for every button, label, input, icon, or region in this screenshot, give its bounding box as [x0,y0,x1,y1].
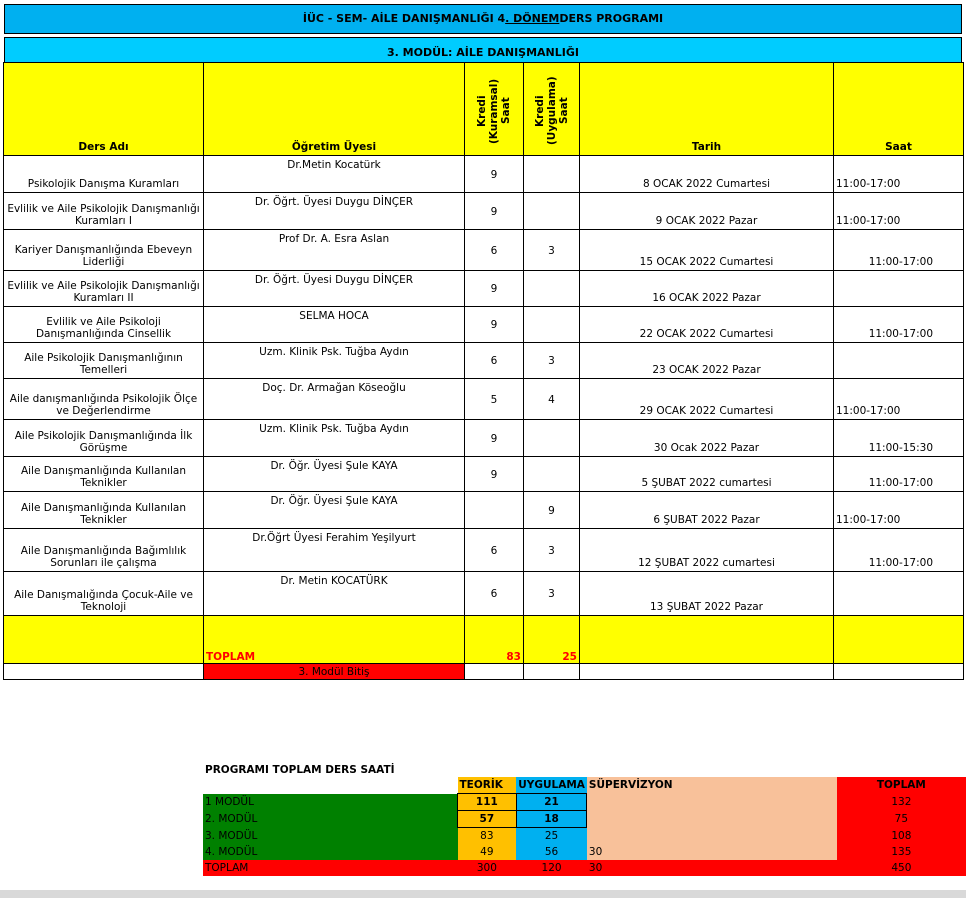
course-row [4,271,964,307]
course-row [4,193,964,230]
summary-row-label: 3. MODÜL [203,828,458,845]
time-cell: 11:00-17:00 [834,230,964,271]
course-name-cell: Aile Psikolojik Danışmanlığında İlk Görüşme [4,420,204,457]
credit-theory-cell: 6 [465,572,524,616]
date-cell: 8 OCAK 2022 Cumartesi [580,156,834,193]
course-row [4,379,964,420]
schedule-table [3,62,964,680]
credit-theory-cell: 9 [465,193,524,230]
summary-row-theory: 83 [458,828,517,845]
date-cell: 30 Ocak 2022 Pazar [580,420,834,457]
instructor-cell: Dr.Öğrt Üyesi Ferahim Yeşilyurt [204,529,465,572]
credit-practice-cell [524,271,580,307]
credit-practice-cell [524,307,580,343]
credit-practice-cell [524,420,580,457]
summary-row-supervision [587,794,837,811]
summary-row-theory: 111 [458,794,517,811]
course-name-cell: Aile Psikolojik Danışmanlığının Temelleri [4,343,204,379]
credit-theory-cell: 9 [465,457,524,492]
summary-header-supervision: SÜPERVİZYON [587,777,837,794]
header-instructor: Öğretim Üyesi [204,63,465,156]
total-theory: 83 [465,616,524,664]
time-cell [834,271,964,307]
summary-row-practice: 56 [516,844,587,860]
summary-row-label: 2. MODÜL [203,811,458,828]
title-part-c: DERS PROGRAMI [559,12,664,25]
module-end-blank [580,664,834,680]
course-name-cell: Aile Danışmanlığında Kullanılan Teknikler [4,457,204,492]
course-name-cell: Evlilik ve Aile Psikolojik Danışmanlığı Kuramları II [4,271,204,307]
summary-total-row [203,860,966,876]
summary-row-label: 1 MODÜL [203,794,458,811]
module-end-blank [524,664,580,680]
date-cell: 23 OCAK 2022 Pazar [580,343,834,379]
module-end-blank [834,664,964,680]
summary-row-supervision [587,811,837,828]
module-title: 3. MODÜL: AİLE DANIŞMANLIĞI [4,37,962,63]
time-cell [834,572,964,616]
date-cell: 15 OCAK 2022 Cumartesi [580,230,834,271]
summary-total-supervision: 30 [588,862,603,874]
summary-row-supervision: 30 [587,844,837,860]
time-cell: 11:00-17:00 [834,492,964,529]
summary-header-blank [203,777,458,794]
total-row [4,616,964,664]
summary-row-total: 135 [837,844,965,860]
summary-row-theory: 57 [458,811,517,828]
summary-row-label: 4. MODÜL [203,844,458,860]
credit-theory-cell: 9 [465,307,524,343]
instructor-cell: Dr. Metin KOCATÜRK [204,572,465,616]
course-name-cell: Psikolojik Danışma Kuramları [4,156,204,193]
credit-practice-cell [524,193,580,230]
instructor-cell: Prof Dr. A. Esra Aslan [204,230,465,271]
date-cell: 29 OCAK 2022 Cumartesi [580,379,834,420]
date-cell: 6 ŞUBAT 2022 Pazar [580,492,834,529]
summary-row-supervision [587,828,837,845]
date-cell: 16 OCAK 2022 Pazar [580,271,834,307]
instructor-cell: SELMA HOCA [204,307,465,343]
date-cell: 22 OCAK 2022 Cumartesi [580,307,834,343]
summary-row-theory: 49 [458,844,517,860]
credit-practice-cell: 4 [524,379,580,420]
summary-row-practice: 18 [516,811,587,828]
title-part-b: . DÖNEM [505,12,560,25]
time-cell: 11:00-15:30 [834,420,964,457]
date-cell: 9 OCAK 2022 Pazar [580,193,834,230]
summary-row [203,844,966,860]
course-row [4,307,964,343]
course-row [4,457,964,492]
total-blank [4,616,204,664]
credit-practice-cell: 3 [524,529,580,572]
credit-practice-cell: 3 [524,343,580,379]
total-label: TOPLAM [204,616,465,664]
summary-row-practice: 21 [516,794,587,811]
course-row [4,343,964,379]
credit-practice-cell: 3 [524,230,580,271]
summary-total-theory: 300 [476,862,497,874]
course-row [4,492,964,529]
time-cell: 11:00-17:00 [834,457,964,492]
time-cell: 11:00-17:00 [834,529,964,572]
credit-practice-cell [524,156,580,193]
title-part-a: İÜC - SEM- AİLE DANIŞMANLIĞI 4 [302,12,506,25]
module-end-blank [465,664,524,680]
course-row [4,230,964,271]
date-cell: 5 ŞUBAT 2022 cumartesi [580,457,834,492]
credit-theory-cell: 9 [465,271,524,307]
credit-theory-cell: 6 [465,230,524,271]
summary-header-total: TOPLAM [837,777,965,794]
header-credit-theory-text: Kredi (Kuramsal) Saat [476,78,512,144]
credit-theory-cell: 9 [465,420,524,457]
total-date-blank [580,616,834,664]
date-cell: 13 ŞUBAT 2022 Pazar [580,572,834,616]
credit-practice-cell: 9 [524,492,580,529]
time-cell: 11:00-17:00 [834,193,964,230]
summary-total-label: TOPLAM [205,862,249,874]
time-cell [834,343,964,379]
header-credit-theory [465,63,524,156]
credit-theory-cell: 6 [465,343,524,379]
credit-practice-cell: 3 [524,572,580,616]
course-name-cell: Aile Danışmanlığında Kullanılan Teknikler [4,492,204,529]
header-credit-practice [524,63,580,156]
summary-total-total: 450 [891,862,912,874]
summary-row [203,828,966,845]
page-title [4,4,962,34]
credit-theory-cell: 9 [465,156,524,193]
course-name-cell: Aile Danışmanlığında Bağımlılık Sorunları ile çalışma [4,529,204,572]
course-name-cell: Aile danışmanlığında Psikolojik Ölçe ve Değerlendirme [4,379,204,420]
course-row [4,156,964,193]
course-name-cell: Aile Danışmalığında Çocuk-Aile ve Teknoloji [4,572,204,616]
total-time-blank [834,616,964,664]
instructor-cell: Uzm. Klinik Psk. Tuğba Aydın [204,343,465,379]
instructor-cell: Doç. Dr. Armağan Köseoğlu [204,379,465,420]
summary-row-total: 132 [837,794,965,811]
summary-total-practice: 120 [541,862,562,874]
course-name-cell: Evlilik ve Aile Psikoloji Danışmanlığında Cinsellik [4,307,204,343]
header-time: Saat [834,63,964,156]
header-credit-practice-text: Kredi (Uygulama) Saat [533,76,570,146]
credit-theory-cell: 5 [465,379,524,420]
course-name-cell: Kariyer Danışmanlığında Ebeveyn Liderliği [4,230,204,271]
instructor-cell: Dr.Metin Kocatürk [204,156,465,193]
summary-table [203,777,966,876]
instructor-cell: Dr. Öğr. Üyesi Şule KAYA [204,457,465,492]
course-name-cell: Evlilik ve Aile Psikolojik Danışmanlığı Kuramları I [4,193,204,230]
credit-practice-cell [524,457,580,492]
instructor-cell: Dr. Öğrt. Üyesi Duygu DİNÇER [204,271,465,307]
summary-row-practice: 25 [516,828,587,845]
summary-row [203,811,966,828]
date-cell: 12 ŞUBAT 2022 cumartesi [580,529,834,572]
bottom-scroll-strip [0,890,966,898]
time-cell: 11:00-17:00 [834,379,964,420]
credit-theory-cell: 6 [465,529,524,572]
summary-row-total: 108 [837,828,965,845]
time-cell: 11:00-17:00 [834,156,964,193]
module-end-blank [4,664,204,680]
header-row [4,63,964,156]
credit-theory-cell [465,492,524,529]
module-end-label: 3. Modül Bitiş [204,664,465,680]
time-cell: 11:00-17:00 [834,307,964,343]
summary-title: PROGRAMI TOPLAM DERS SAATİ [205,764,395,776]
summary-row-total: 75 [837,811,965,828]
summary-header-row [203,777,966,794]
module-end-row [4,664,964,680]
instructor-cell: Dr. Öğr. Üyesi Şule KAYA [204,492,465,529]
summary-row [203,794,966,811]
summary-header-practice: UYGULAMA [516,777,587,794]
total-practice: 25 [524,616,580,664]
instructor-cell: Dr. Öğrt. Üyesi Duygu DİNÇER [204,193,465,230]
course-row [4,420,964,457]
header-course: Ders Adı [4,63,204,156]
header-date: Tarih [580,63,834,156]
summary-header-theory: TEORİK [458,777,517,794]
instructor-cell: Uzm. Klinik Psk. Tuğba Aydın [204,420,465,457]
course-row [4,572,964,616]
course-row [4,529,964,572]
